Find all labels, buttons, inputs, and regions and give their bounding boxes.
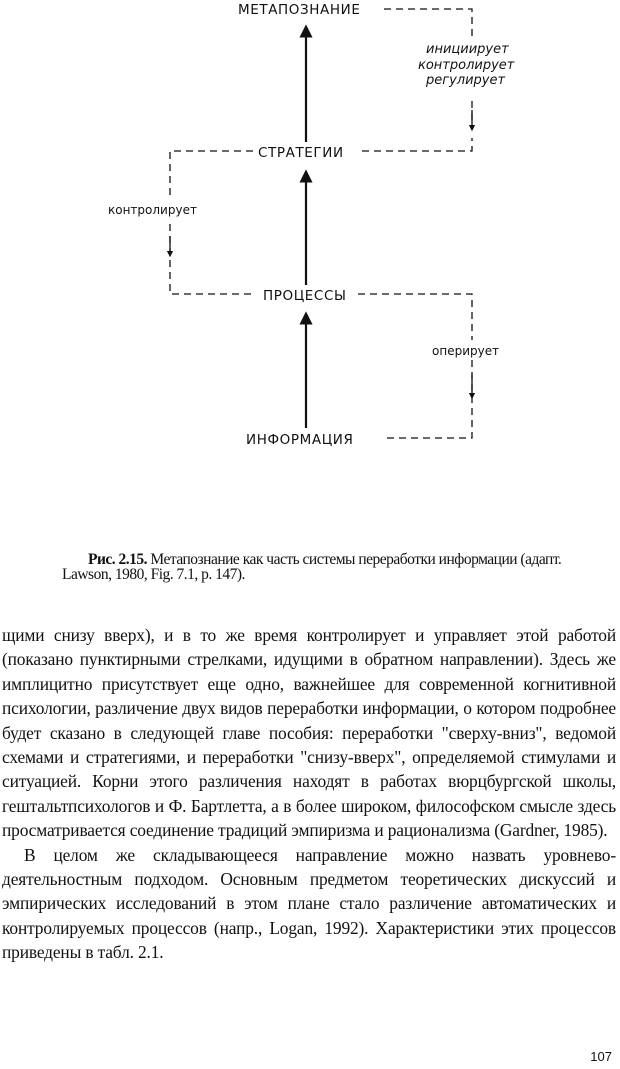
label-controls-top: контролирует — [418, 58, 515, 73]
node-information: ИНФОРМАЦИЯ — [246, 432, 354, 448]
label-controls-left: контролирует — [108, 203, 197, 217]
label-regulates: регулирует — [426, 73, 506, 88]
figure-caption-label: Рис. 2.15. — [88, 551, 148, 568]
label-operates: оперирует — [432, 344, 500, 358]
node-strategies: СТРАТЕГИИ — [258, 145, 344, 161]
metacognition-diagram — [0, 0, 620, 470]
dashed-connector-processes-information — [358, 294, 472, 438]
figure-caption — [62, 552, 562, 582]
paragraph-2: В целом же складывающееся направление можно назвать уровнево-деятельностным подходом. Основным предметом теоретических дискуссий и эмпирических исследований в этом плане стало различение автоматических и контролируемых процессов (напр., Logan, 1992). Характеристики этих процессов приведены в табл. 2.1. — [2, 844, 616, 963]
node-metacognition: МЕТАПОЗНАНИЕ — [238, 2, 361, 18]
paragraph-1: щими снизу вверх), и в то же время контролирует и управляет этой работой (показано пунктирными стрелками, идущими в обратном направлении). Здесь же имплицитно присутствует еще одно, важнейшее для современной когнитивной психологии, различение двух видов переработки информации, о котором подробнее будет сказано в следующей главе пособия: переработки "сверху-вниз", ведомой схемами и стратегиями, и переработки "снизу-вверх", определяемой стимулами и ситуацией. Корни этого различения находят в работах вюрцбургской школы, гештальтпсихологов и Ф. Бартлетта, а в более широком, философском смысле здесь просматривается соединение традиций эмпиризма и рационализма (Gardner, 1985). — [2, 625, 616, 841]
page-number: 107 — [590, 1049, 612, 1064]
label-initiates: инициирует — [426, 42, 509, 57]
node-processes: ПРОЦЕССЫ — [263, 288, 347, 304]
body-text — [2, 623, 616, 965]
dashed-connector-strategies-processes — [170, 151, 255, 294]
figure-caption-text: Метапознание как часть системы переработки информации (адапт. Lawson, 1980, Fig. 7.1, p. 147). — [62, 551, 562, 583]
